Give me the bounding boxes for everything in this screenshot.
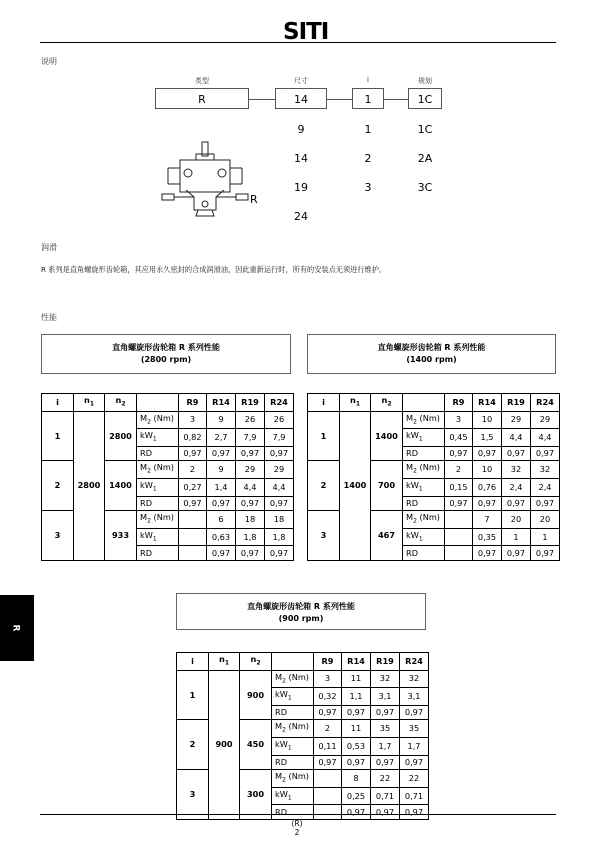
arrangement-box: 1C [408,88,442,109]
value-cell: 0,97 [207,546,236,561]
row-label: $kW_1$ [137,528,179,546]
value-cell: 0,97 [400,705,429,720]
column-header: R9 [445,394,473,412]
ratio-cell: 2 [308,461,340,511]
ratio-option: 2 [364,152,372,165]
value-cell: 18 [236,511,265,529]
output-speed-cell: 2800 [105,411,137,461]
value-cell: 1,5 [473,429,502,447]
column-header: $n_2$ [240,653,272,671]
value-cell: 0,97 [265,496,294,511]
table-header-row [42,394,294,412]
value-cell: 2,4 [531,479,560,497]
connector [327,99,352,100]
value-cell: 26 [236,411,265,429]
value-cell: 0,63 [207,528,236,546]
title-box-rpm: (900 rpm) [278,614,324,623]
value-cell: 10 [473,411,502,429]
value-cell [445,511,473,529]
row-label: $kW_1$ [272,688,314,706]
value-cell: 1,8 [236,528,265,546]
column-header: R24 [400,653,429,671]
label-size: 尺寸 [294,77,308,85]
row-label: $M_2$ (Nm) [272,770,314,788]
value-cell: 4,4 [502,429,531,447]
value-cell: 0,97 [236,496,265,511]
arrangement-option: 1C [417,123,433,136]
value-cell: 35 [371,720,400,738]
value-cell: 6 [207,511,236,529]
value-cell: 2 [179,461,207,479]
value-cell: 0,97 [314,755,342,770]
value-cell: 7,9 [236,429,265,447]
value-cell [445,546,473,561]
value-cell: 0,27 [179,479,207,497]
config-section-title: 说明 [41,57,57,66]
output-speed-cell: 300 [240,770,272,820]
ratio-option: 3 [364,181,372,194]
column-header: $n_2$ [105,394,137,412]
column-header [403,394,445,412]
value-cell: 1,4 [207,479,236,497]
row-label: $kW_1$ [137,479,179,497]
row-label: $M_2$ (Nm) [403,461,445,479]
value-cell: 0,35 [473,528,502,546]
value-cell: 29 [265,461,294,479]
value-cell: 3 [314,670,342,688]
value-cell: 10 [473,461,502,479]
siti-logo: SITI [283,19,329,45]
value-cell: 0,97 [265,446,294,461]
page-number: 2 [294,828,300,837]
value-cell: 0,97 [445,446,473,461]
title-box-rpm: (2800 rpm) [140,355,192,364]
output-speed-cell: 700 [371,461,403,511]
performance-title: 性能 [41,313,57,322]
value-cell: 0,97 [207,446,236,461]
value-cell: 4,4 [531,429,560,447]
performance-table [41,393,294,561]
value-cell: 22 [371,770,400,788]
value-cell: 4,4 [265,479,294,497]
title-box-line: 直角螺旋形齿轮箱 R 系列性能 [112,343,220,352]
value-cell: 2,7 [207,429,236,447]
column-header: R19 [371,653,400,671]
performance-table [307,393,560,561]
label-type: 类型 [195,77,209,85]
value-cell: 2 [314,720,342,738]
row-label: $M_2$ (Nm) [272,720,314,738]
table-header-row [177,653,429,671]
value-cell [314,770,342,788]
footer-rule [40,814,556,815]
ratio-cell: 2 [177,720,209,770]
value-cell: 32 [371,670,400,688]
input-speed-cell: 1400 [340,411,371,560]
connector [249,99,275,100]
size-option: 9 [297,123,305,136]
value-cell: 0,76 [473,479,502,497]
value-cell: 7 [473,511,502,529]
arrangement-option: 3C [417,181,433,194]
row-label: $kW_1$ [403,528,445,546]
value-cell: 0,97 [342,705,371,720]
output-speed-cell: 467 [371,511,403,561]
footer-code: (R) [291,819,303,828]
value-cell: 0,97 [207,496,236,511]
output-speed-cell: 933 [105,511,137,561]
value-cell [179,511,207,529]
column-header: R14 [473,394,502,412]
column-header: i [308,394,340,412]
table-header-row [308,394,560,412]
value-cell: 1,7 [371,738,400,756]
value-cell: 29 [236,461,265,479]
column-header: R9 [179,394,207,412]
row-label: $kW_1$ [272,738,314,756]
title-box-2800 [41,334,291,374]
value-cell: 7,9 [265,429,294,447]
value-cell: 0,97 [400,755,429,770]
value-cell: 3,1 [400,688,429,706]
row-label: $M_2$ (Nm) [137,461,179,479]
ratio-cell: 1 [308,411,340,461]
value-cell: 0,11 [314,738,342,756]
value-cell: 0,15 [445,479,473,497]
value-cell: 0,97 [371,705,400,720]
type-box: R [155,88,249,109]
value-cell: 0,97 [473,496,502,511]
output-speed-cell: 1400 [105,461,137,511]
row-label: $kW_1$ [403,429,445,447]
value-cell: 0,97 [502,446,531,461]
value-cell: 29 [531,411,560,429]
value-cell: 0,25 [342,787,371,805]
value-cell [179,546,207,561]
value-cell: 20 [531,511,560,529]
column-header: R9 [314,653,342,671]
value-cell: 0,97 [531,446,560,461]
connector [384,99,408,100]
value-cell: 8 [342,770,371,788]
arrangement-option: 2A [417,152,433,165]
row-label: $M_2$ (Nm) [137,511,179,529]
value-cell: 20 [502,511,531,529]
title-box-900 [176,593,426,630]
size-option: 14 [294,152,308,165]
column-header: $n_1$ [209,653,240,671]
value-cell: 0,32 [314,688,342,706]
value-cell: 32 [531,461,560,479]
value-cell: 0,97 [265,546,294,561]
value-cell: 35 [400,720,429,738]
value-cell: 0,97 [531,546,560,561]
row-label: RD [137,496,179,511]
ratio-box: 1 [352,88,384,109]
value-cell [314,805,342,820]
column-header: R19 [502,394,531,412]
table-row [308,411,560,429]
value-cell: 0,97 [502,496,531,511]
ratio-cell: 3 [42,511,74,561]
value-cell: 1 [502,528,531,546]
value-cell: 3,1 [371,688,400,706]
value-cell: 0,97 [371,755,400,770]
value-cell [314,787,342,805]
value-cell: 0,97 [342,805,371,820]
row-label: $M_2$ (Nm) [272,670,314,688]
column-header [137,394,179,412]
value-cell: 11 [342,670,371,688]
value-cell: 2,4 [502,479,531,497]
size-option: 24 [294,210,308,223]
value-cell: 22 [400,770,429,788]
input-speed-cell: 900 [209,670,240,819]
value-cell: 0,97 [400,805,429,820]
title-box-line: 直角螺旋形齿轮箱 R 系列性能 [377,343,486,352]
row-label: RD [272,805,314,820]
value-cell: 0,97 [371,805,400,820]
table-row [177,670,429,688]
column-header: R24 [265,394,294,412]
row-label: $kW_1$ [272,787,314,805]
value-cell: 3 [179,411,207,429]
ratio-cell: 2 [42,461,74,511]
gearbox-drawing [160,140,250,225]
drawing-label: R [250,193,258,206]
column-header: R19 [236,394,265,412]
value-cell: 0,97 [236,546,265,561]
column-header: R14 [207,394,236,412]
value-cell: 29 [502,411,531,429]
value-cell: 1,1 [342,688,371,706]
value-cell: 11 [342,720,371,738]
value-cell: 9 [207,411,236,429]
row-label: $kW_1$ [403,479,445,497]
performance-table [176,652,429,820]
row-label: RD [137,546,179,561]
value-cell: 1 [531,528,560,546]
value-cell: 3 [445,411,473,429]
value-cell: 0,97 [473,546,502,561]
value-cell: 0,71 [371,787,400,805]
title-box-1400 [307,334,556,374]
value-cell: 0,45 [445,429,473,447]
column-header: $n_1$ [74,394,105,412]
ratio-option: 1 [364,123,372,136]
row-label: RD [137,446,179,461]
value-cell: 2 [445,461,473,479]
column-header: i [177,653,209,671]
output-speed-cell: 900 [240,670,272,720]
label-arrangement: 规划 [418,77,432,85]
row-label: $M_2$ (Nm) [137,411,179,429]
row-label: RD [272,705,314,720]
value-cell: 0,97 [179,496,207,511]
column-header: $n_1$ [340,394,371,412]
column-header [272,653,314,671]
ratio-cell: 1 [177,670,209,720]
value-cell: 0,82 [179,429,207,447]
row-label: RD [403,446,445,461]
row-label: RD [272,755,314,770]
column-header: R14 [342,653,371,671]
ratio-cell: 3 [177,770,209,820]
row-label: RD [403,546,445,561]
value-cell: 0,97 [314,705,342,720]
output-speed-cell: 450 [240,720,272,770]
size-option: 19 [294,181,308,194]
value-cell: 0,53 [342,738,371,756]
value-cell: 0,97 [445,496,473,511]
value-cell: 4,4 [236,479,265,497]
header-rule [40,42,556,43]
column-header: $n_2$ [371,394,403,412]
input-speed-cell: 2800 [74,411,105,560]
value-cell [445,528,473,546]
row-label: RD [403,496,445,511]
value-cell: 32 [502,461,531,479]
row-label: $M_2$ (Nm) [403,511,445,529]
title-box-line: 直角螺旋形齿轮箱 R 系列性能 [247,602,355,611]
lubrication-title: 润滑 [41,243,57,252]
value-cell: 0,97 [236,446,265,461]
value-cell [179,528,207,546]
ratio-cell: 3 [308,511,340,561]
value-cell: 32 [400,670,429,688]
value-cell: 1,7 [400,738,429,756]
value-cell: 0,71 [400,787,429,805]
value-cell: 0,97 [179,446,207,461]
size-box: 14 [275,88,327,109]
value-cell: 9 [207,461,236,479]
section-side-tab [0,595,34,661]
ratio-cell: 1 [42,411,74,461]
lubrication-text: R 系列是直角螺旋形齿轮箱，其应用永久密封的合成润滑油，因此重新运行时，所有的安装点无须进行维护。 [41,265,387,274]
value-cell: 0,97 [342,755,371,770]
table-row [42,411,294,429]
column-header: R24 [531,394,560,412]
value-cell: 0,97 [502,546,531,561]
column-header: i [42,394,74,412]
output-speed-cell: 1400 [371,411,403,461]
title-box-rpm: (1400 rpm) [406,355,457,364]
side-tab-label: R [10,624,21,632]
value-cell: 26 [265,411,294,429]
value-cell: 0,97 [531,496,560,511]
value-cell: 1,8 [265,528,294,546]
value-cell: 18 [265,511,294,529]
row-label: $kW_1$ [137,429,179,447]
row-label: $M_2$ (Nm) [403,411,445,429]
value-cell: 0,97 [473,446,502,461]
label-ratio: i [367,76,369,84]
